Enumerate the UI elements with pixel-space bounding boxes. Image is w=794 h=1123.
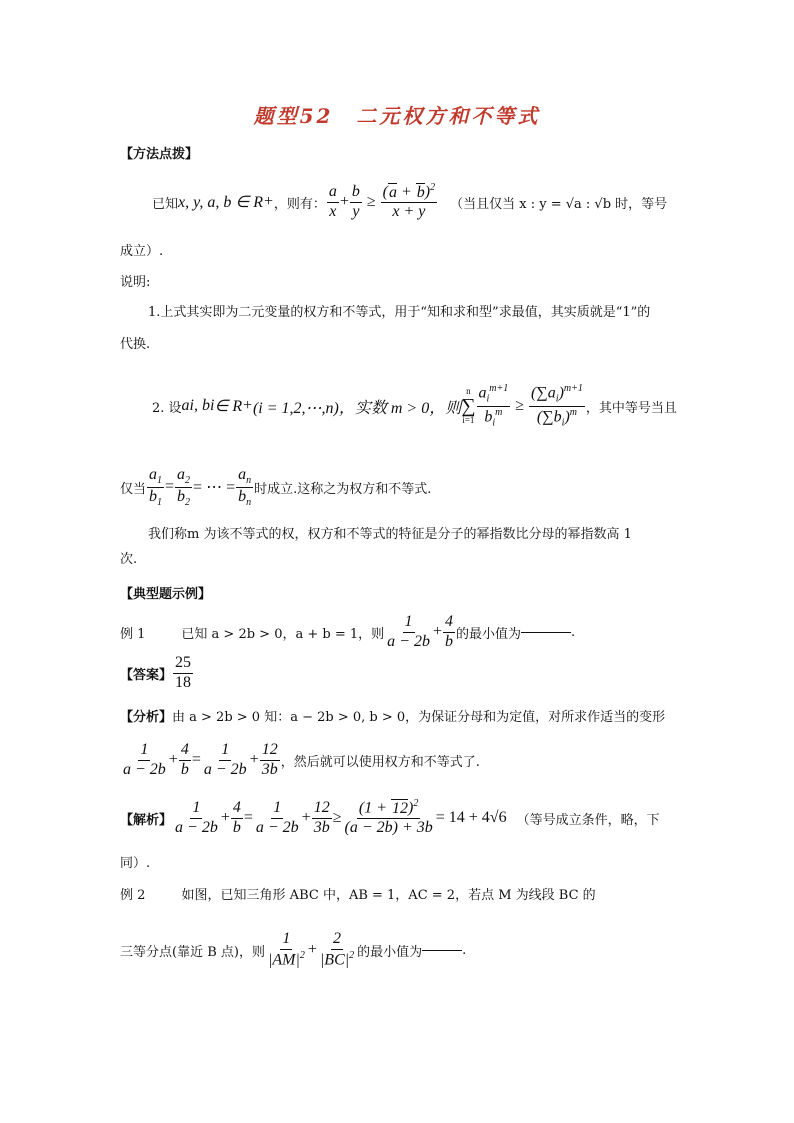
frac-sqrt-sum: $\frac{(a + b)^2}{x + y}$ — [382, 182, 436, 221]
ex2-line2-b: 的最小值为 — [357, 944, 423, 960]
note3-line1: 我们称m 为该不等式的权，权方和不等式的特征是分子的幂指数比分母的幂指数高 1 — [148, 527, 632, 542]
frac-sum-power: $\frac{(\sum a_i)^{m+1}}{(\sum b_i)^m}$ — [531, 383, 583, 429]
note2-line2-suffix: 时成立.这称之为权方和不等式. — [254, 481, 432, 497]
note1-line1: 1.上式其实即为二元变量的权方和不等式，用于“知和求和型”求最值，其实质就是“1”的 — [148, 305, 651, 320]
answer-blank-2 — [422, 950, 462, 951]
answer-fraction: $\frac{25}{18}$ — [175, 654, 192, 691]
ex2-label: 例 2 — [120, 888, 146, 903]
ex2-line1: 如图，已知三角形 ABC 中，AB = 1，AC = 2，若点 M 为线段 BC 的 — [181, 888, 596, 903]
note-label: 说明: — [120, 275, 151, 290]
solution-note-end: 同）. — [120, 856, 151, 871]
formula-prefix: 已知 — [152, 196, 179, 212]
frac-ai-bi: $\frac{a_i^{m+1}}{b_i^m}$ — [478, 383, 509, 429]
analysis-line1 — [120, 706, 665, 725]
formula-condition-end: 成立）. — [120, 244, 164, 259]
solution-label: 【解析】 — [120, 812, 173, 828]
page-title: 题型52 二元权方和不等式 — [253, 104, 541, 128]
note2-line: 2. 设 a i , b i ∈ R + (i = 1,2,⋯,n)，实数 m > 0，则 n ∑ i=1 $\frac{a_i^{m+1}}{b_i^m}$ ≥ $\frac{(\sum a_i)^{m+1}}{(\sum b_i)^m}$ ，其中等号当且 — [152, 383, 677, 429]
formula-condition: （当且仅当 x : y = √a : √b 时，等号 — [450, 196, 668, 212]
ex1-label: 例 1 — [120, 626, 146, 642]
analysis-line2-suffix: ，然后就可以使用权方和不等式了. — [280, 754, 480, 770]
formula-plus: + — [263, 193, 274, 210]
ex1-text-a: 已知 a > 2b > 0，a + b = 1，则 — [181, 626, 385, 642]
solution-result: = 14 + 4√6 — [435, 809, 507, 826]
answer-label: 【答案】 — [120, 667, 173, 683]
example1-line: 例 1 已知 a > 2b > 0，a + b = 1，则 $\frac{1}{a - 2b}$ + $\frac{4}{b}$ 的最小值为 . — [120, 613, 576, 650]
example2-line2: 三等分点(靠近 B 点)，则 $\frac{1}{|AM|^2}$ + $\frac{2}{|BC|^2}$ 的最小值为 . — [120, 930, 467, 969]
note2-prefix: 2. 设 — [152, 400, 182, 416]
frac-b-y: $\frac{b}{y}$ — [351, 183, 360, 220]
note1-line2: 代换. — [120, 337, 151, 352]
note2-line2: 仅当 $\frac{a_1}{b_1}$ = $\frac{a_2}{b_2}$ = ⋯ = $\frac{a_n}{b_n}$ 时成立.这称之为权方和不等式. — [120, 465, 432, 508]
ex1-text-b: 的最小值为 — [455, 626, 521, 642]
examples-header: 【典型题示例】 — [120, 587, 212, 602]
analysis-line2: $\frac{1}{a - 2b}$ + $\frac{4}{b}$ = $\frac{1}{a - 2b}$ + $\frac{12}{3b}$ ，然后就可以使用权方和不等式了. — [123, 741, 480, 778]
solution-note: （等号成立条件，略，下 — [516, 812, 660, 828]
analysis-text: 由 a > 2b > 0 知：a − 2b > 0, b > 0，为保证分母和为定值，对所求作适当的变形 — [172, 710, 666, 725]
note2-set: ∈ R — [214, 398, 243, 415]
formula-then: ，则有： — [273, 196, 326, 212]
main-formula-line: 已知 x, y, a, b ∈ R + ，则有： $\frac{a}{x}$ + $\frac{b}{y}$ ≥ $\frac{(a + b)^2}{x + y}$ （当且仅当 x : y = √a : √b 时，等号 — [152, 182, 668, 221]
note2-suffix: ，其中等号当且 — [585, 400, 677, 416]
solution-line: 【解析】 $\frac{1}{a - 2b}$ + $\frac{4}{b}$ = $\frac{1}{a - 2b}$ + $\frac{12}{3b}$ ≥ $\frac{(1 + 12)^2}{(a - 2b) + 3b}$ = 14 + 4√6 （等号成立条件，略，下 — [120, 798, 660, 837]
sum-symbol: n ∑ i=1 — [461, 386, 476, 425]
formula-given: x, y, a, b ∈ R — [178, 194, 264, 211]
answer-blank — [521, 632, 571, 633]
answer-line — [120, 653, 194, 693]
note2-range: (i = 1,2,⋯,n)，实数 m > 0，则 — [252, 399, 462, 417]
note2-line2-prefix: 仅当 — [120, 481, 147, 497]
example2-line1 — [120, 884, 596, 903]
note2-given: a — [181, 397, 190, 414]
note3-line2: 次. — [120, 552, 138, 567]
frac-a-x: $\frac{a}{x}$ — [328, 183, 337, 220]
ex2-line2-a: 三等分点(靠近 B 点)，则 — [120, 944, 265, 960]
method-header: 【方法点拨】 — [120, 147, 199, 162]
analysis-label: 【分析】 — [120, 710, 173, 725]
